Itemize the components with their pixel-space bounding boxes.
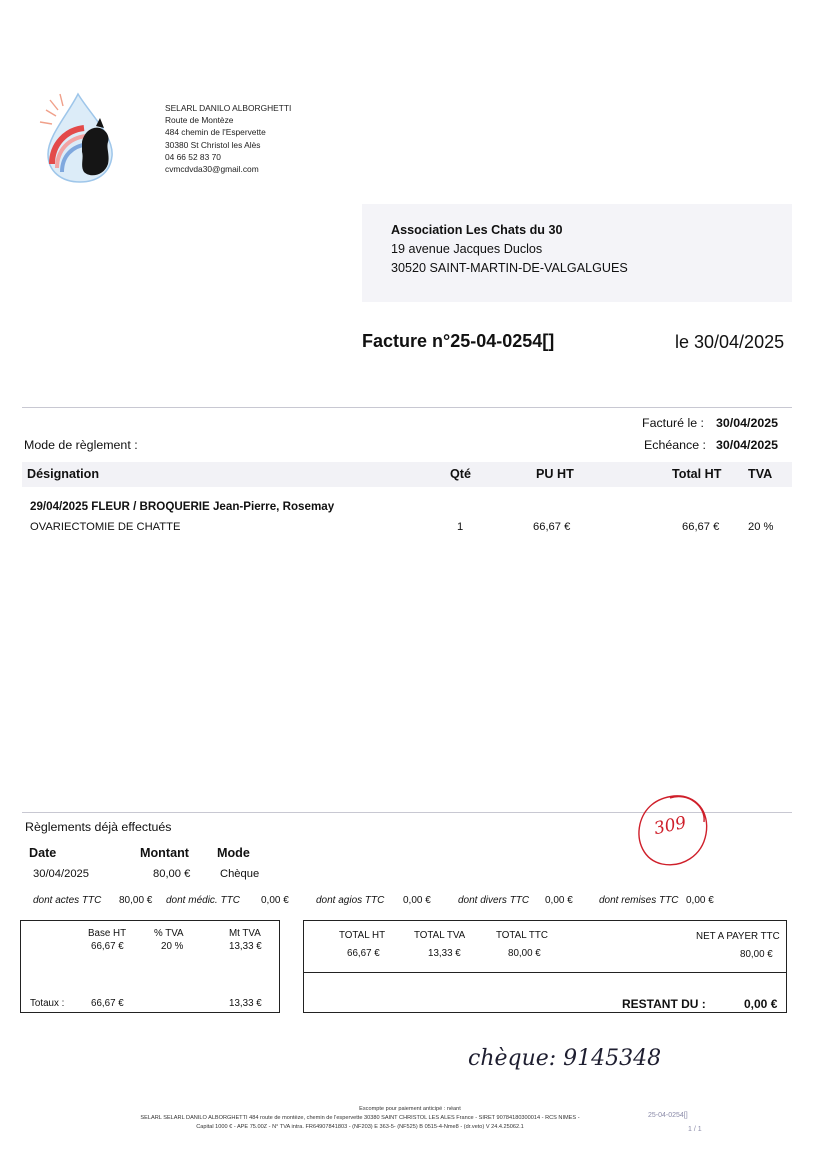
vat-amount-value: 13,33 €: [229, 941, 262, 952]
summary-divers-label: dont divers TTC: [458, 895, 530, 906]
invoice-date: le 30/04/2025: [675, 332, 785, 352]
billed-label: Facturé le :: [642, 416, 704, 430]
handwritten-stamp: [632, 790, 714, 872]
recipient-address: [391, 221, 628, 278]
due-label: Echéance :: [644, 438, 706, 452]
vat-base-value: 66,67 €: [91, 941, 124, 952]
stamp-number: 309: [652, 812, 689, 840]
total-tva-label: TOTAL TVA: [414, 930, 466, 941]
total-ttc-value: 80,00 €: [508, 948, 541, 959]
recipient-address-line: 30520 SAINT-MARTIN-DE-VALGALGUES: [391, 261, 628, 275]
payment-mode: Chèque: [220, 868, 260, 880]
col-total-ht: Total HT: [672, 467, 722, 481]
footer-invoice-ref: 25-04-0254[]: [648, 1112, 688, 1119]
col-tva: TVA: [748, 467, 773, 481]
recipient-name: Association Les Chats du 30: [391, 223, 563, 237]
billed-date: 30/04/2025: [716, 416, 779, 430]
col-unit-price: PU HT: [536, 467, 574, 481]
footer-page-number: 1 / 1: [688, 1126, 702, 1133]
totals-divider: [304, 972, 786, 973]
invoice-title: Facture n°25-04-0254[]: [362, 331, 555, 351]
payments-col-mode: Mode: [217, 846, 250, 860]
remaining-due-value: 0,00 €: [744, 997, 778, 1011]
recipient-address-line: 19 avenue Jacques Duclos: [391, 242, 543, 256]
summary-medic-label: dont médic. TTC: [166, 895, 240, 906]
sender-line: 484 chemin de l'Espervette: [165, 127, 266, 138]
summary-actes-label: dont actes TTC: [33, 895, 102, 906]
sender-line: Route de Montèze: [165, 115, 234, 126]
col-designation: Désignation: [27, 467, 100, 481]
summary-remises-value: 0,00 €: [686, 895, 714, 906]
vat-rate-value: 20 %: [161, 941, 184, 952]
sender-name: SELARL DANILO ALBORGHETTI: [165, 103, 292, 113]
summary-agios-value: 0,00 €: [403, 895, 431, 906]
consultation-group-title: 29/04/2025 FLEUR / BROQUERIE Jean-Pierre, Rosemay: [30, 500, 335, 513]
footer-discount-note: Escompte pour paiement anticipé : néant: [359, 1106, 461, 1112]
total-ht-label: TOTAL HT: [339, 930, 386, 941]
net-to-pay-value: 80,00 €: [740, 949, 773, 960]
summary-medic-value: 0,00 €: [261, 895, 289, 906]
item-total-ht: 66,67 €: [682, 521, 720, 533]
payment-mode-label: Mode de règlement :: [24, 438, 138, 452]
remaining-due-label: RESTANT DU :: [622, 997, 706, 1011]
total-ttc-label: TOTAL TTC: [496, 930, 548, 941]
due-date: 30/04/2025: [716, 438, 779, 452]
total-ht-value: 66,67 €: [347, 948, 380, 959]
vat-amount-label: Mt TVA: [229, 928, 261, 939]
col-qty: Qté: [450, 467, 471, 481]
item-designation: OVARIECTOMIE DE CHATTE: [30, 521, 181, 533]
total-tva-value: 13,33 €: [428, 948, 461, 959]
vat-totals-label: Totaux :: [30, 998, 65, 1009]
item-qty: 1: [457, 521, 464, 533]
item-unit-price: 66,67 €: [533, 521, 571, 533]
vat-base-label: Base HT: [88, 928, 127, 939]
payment-amount: 80,00 €: [153, 868, 191, 880]
payments-col-amount: Montant: [140, 846, 189, 860]
payments-title: Règlements déjà effectués: [25, 820, 172, 834]
vat-totals-amount: 13,33 €: [229, 998, 262, 1009]
summary-actes-value: 80,00 €: [119, 895, 153, 906]
footer-legal-info: Capital 1000 € - APE 75.00Z - N° TVA intra. FR64907841803 - (NF203) E 363-5- (NF525) B 0515-4-Nme8 - (dr.veto) V 24.4.25062.1: [196, 1124, 524, 1130]
vat-rate-label: % TVA: [154, 928, 184, 939]
summary-remises-label: dont remises TTC: [599, 895, 679, 906]
summary-agios-label: dont agios TTC: [316, 895, 385, 906]
sender-phone: 04 66 52 83 70: [165, 151, 221, 162]
summary-divers-value: 0,00 €: [545, 895, 573, 906]
payments-col-date: Date: [29, 846, 57, 860]
clinic-logo: [38, 92, 118, 184]
item-tva: 20 %: [748, 521, 774, 533]
handwritten-cheque-note: chèque: 9145348: [468, 1046, 662, 1071]
sender-line: 30380 St Christol les Alès: [165, 139, 261, 150]
divider: [22, 407, 792, 408]
footer-company-info: SELARL SELARL DANILO ALBORGHETTI 484 route de montèze, chemin de l'espervette 30380 SAINT CHRISTOL LES ALES France - SIRET 90784180300014 - RCS NIMES -: [140, 1115, 580, 1121]
sender-address: [165, 102, 291, 175]
payment-date: 30/04/2025: [33, 868, 89, 880]
net-to-pay-label: NET A PAYER TTC: [696, 931, 780, 942]
sender-email: cvmcdvda30@gmail.com: [165, 164, 259, 175]
vat-totals-base: 66,67 €: [91, 998, 124, 1009]
